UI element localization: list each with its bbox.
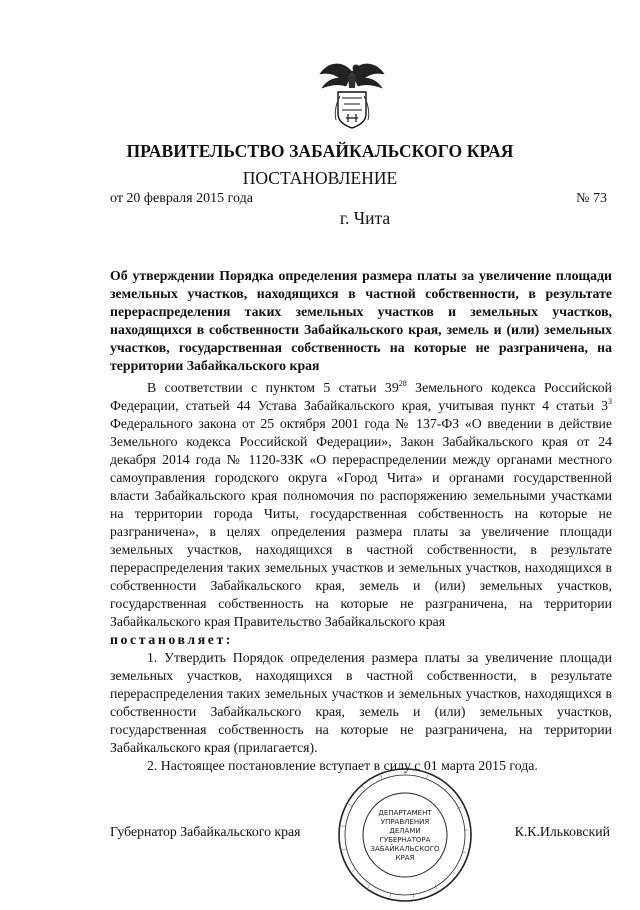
document-date: от 20 февраля 2015 года bbox=[110, 191, 253, 206]
preamble-superscript-1: 28 bbox=[398, 379, 407, 388]
document-type: ПОСТАНОВЛЕНИЕ bbox=[242, 168, 398, 188]
document-number: № 73 bbox=[576, 191, 607, 206]
signatory-name: К.К.Ильковский bbox=[514, 824, 610, 839]
decree-item-1: 1. Утвердить Порядок определения размера платы за увеличение площади земельных участков, находящихся в частной собственности, в результате перераспределения таких земельных участков и земельных участков, находящихся в собственности Забайкальского края, земель и (или) земельных участков, государственная собственность на которые не разграничена, на территории Забайкальского края (прилагается). bbox=[110, 650, 612, 755]
stamp-line-2: УПРАВЛЕНИЯ bbox=[380, 818, 430, 826]
government-title: ПРАВИТЕЛЬСТВО ЗАБАЙКАЛЬСКОГО КРАЯ bbox=[126, 141, 514, 161]
stamp-line-5: ЗАБАЙКАЛЬСКОГО bbox=[370, 845, 440, 853]
preamble-text-part-1: В соответствии с пунктом 5 статьи 39 bbox=[147, 380, 399, 395]
preamble-text-part-2: Земельного кодекса Российской Федерации, статьей 44 Устава Забайкальского края, учитывая пункт 4 статьи 3 bbox=[110, 380, 612, 413]
coat-of-arms-icon bbox=[318, 52, 386, 130]
decree-word: постановляет: bbox=[110, 632, 234, 647]
document-subject: Об утверждении Порядка определения размера платы за увеличение площади земельных участков, находящихся в частной собственности, в результате перераспределения таких земельных участков и земельных участков, находящихся в собственности Забайкальского края, земель и (или) земельных участков, государственная собственность на которые не разграничена, на территории Забайкальского края bbox=[110, 268, 612, 373]
signatory-position: Губернатор Забайкальского края bbox=[110, 824, 301, 839]
stamp-line-6: КРАЯ bbox=[395, 854, 415, 862]
document-city: г. Чита bbox=[339, 208, 391, 228]
stamp-line-1: ДЕПАРТАМЕНТ bbox=[378, 809, 432, 817]
preamble-superscript-2: 3 bbox=[608, 397, 612, 406]
stamp-line-3: ДЕЛАМИ bbox=[389, 827, 421, 835]
preamble-paragraph bbox=[110, 379, 612, 631]
stamp-line-4: ГУБЕРНАТОРА bbox=[379, 836, 431, 844]
decree-item-2: 2. Настоящее постановление вступает в силу с 01 марта 2015 года. bbox=[147, 758, 538, 773]
official-seal-icon bbox=[330, 760, 480, 905]
preamble-text-part-3: Федерального закона от 25 октября 2001 года № 137-ФЗ «О введении в действие Земельного кодекса Российской Федерации», Закон Забайкальского края от 24 декабря 2014 года № 1120-ЗЗК «О перераспределении между органами местного самоуправления городского округа «Город Чита» и органами государственной власти Забайкальского края полномочия по распоряжению земельными участками на территории города Читы, государственная собственность на которые не разграничена», в целях определения размера платы за увеличение площади земельных участков, находящихся в частной собственности, в результате перераспределения таких земельных участков и земельных участков, находящихся в собственности Забайкальского края, земель и (или) земельных участков, государственная собственность на которые не разграничена, на территории Забайкальского края Правительство Забайкальского края bbox=[110, 416, 612, 629]
document-body bbox=[110, 379, 612, 775]
